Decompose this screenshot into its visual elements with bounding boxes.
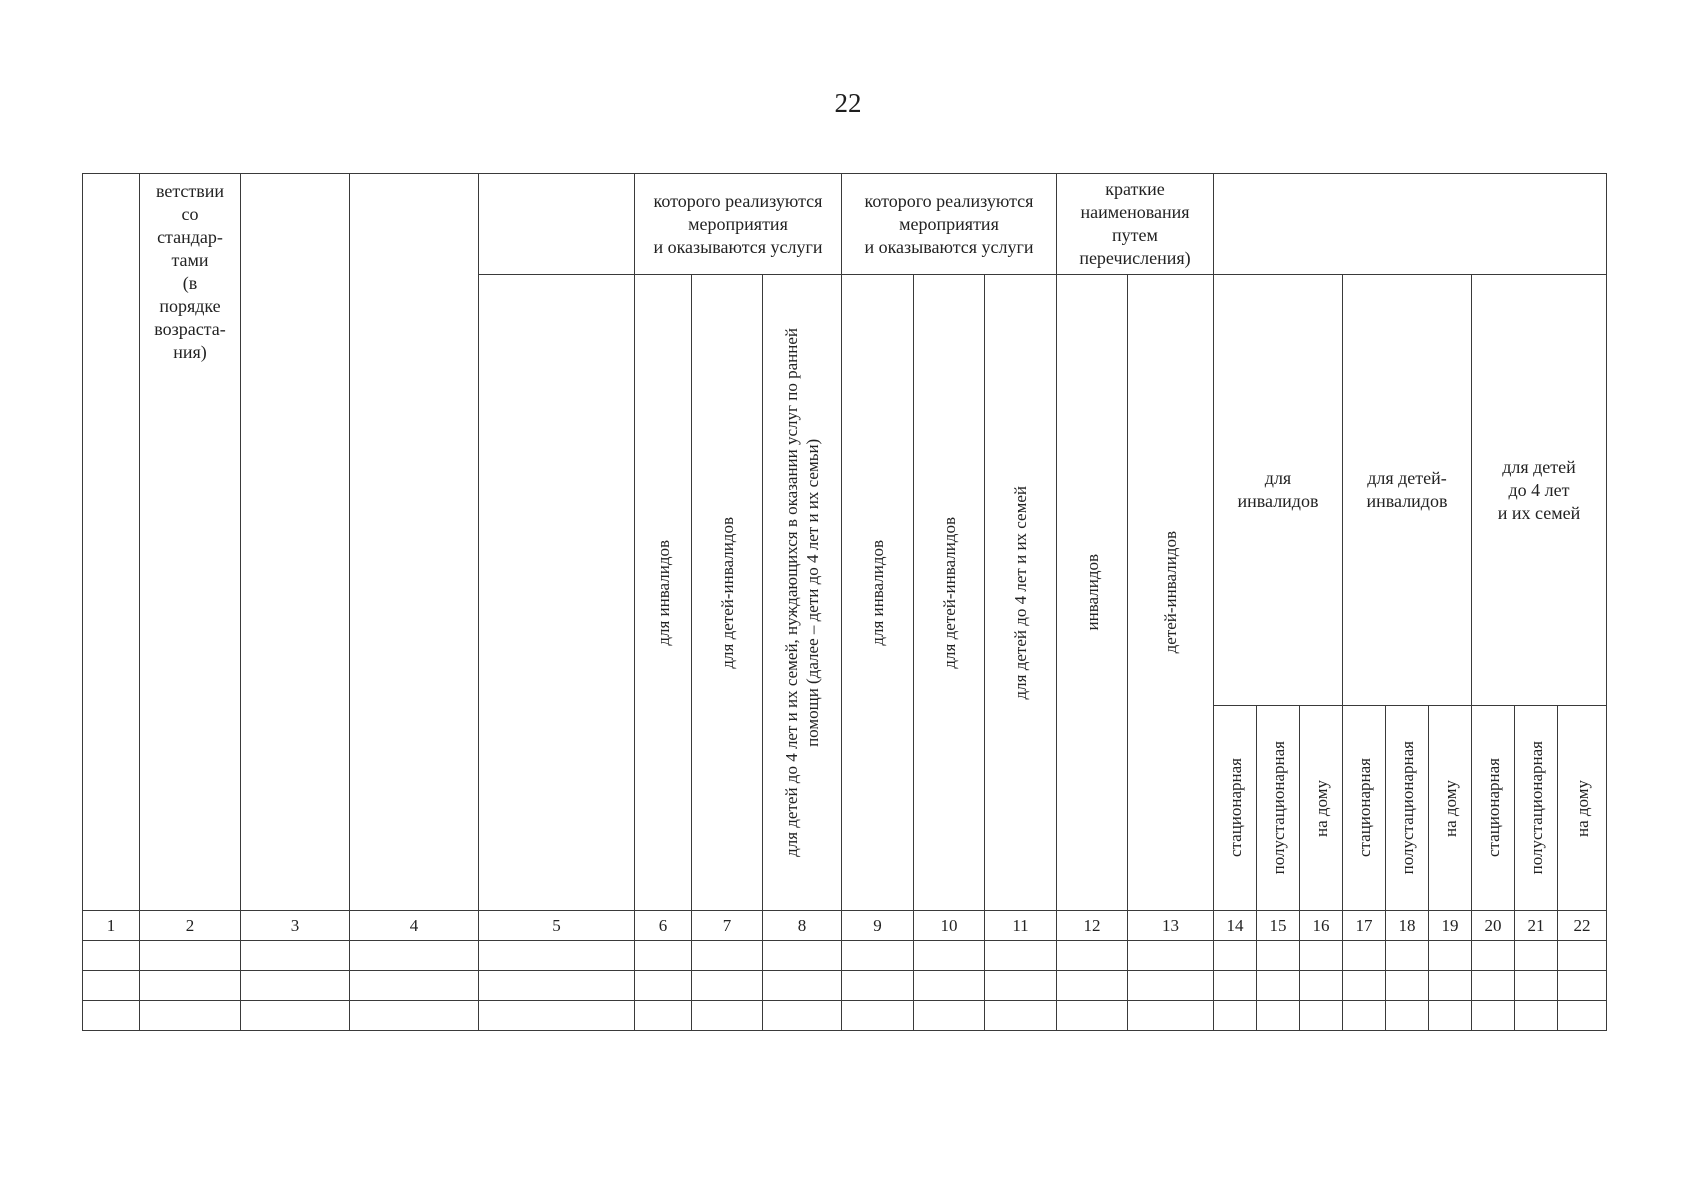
subheader-c11: для детей до 4 лет и их семей: [1011, 485, 1030, 700]
header-group-9-11: которого реализуются мероприятия и оказываются услуги: [864, 190, 1034, 257]
subheader-c13: детей-инвалидов: [1161, 531, 1180, 654]
group-header-1: для инвалидов: [1237, 468, 1319, 511]
form-20: стационарная: [1483, 758, 1503, 858]
column-number: 8: [797, 916, 807, 935]
form-15: полустационарная: [1268, 741, 1288, 875]
column-number: 10: [940, 916, 958, 935]
column-number: 1: [106, 916, 116, 935]
form-21: полустационарная: [1526, 741, 1546, 875]
page-number: 22: [834, 88, 862, 118]
column-number: 20: [1484, 916, 1502, 935]
subheader-c12: инвалидов: [1082, 554, 1102, 631]
column-number: 21: [1527, 916, 1545, 935]
numbers-row-bottom: [82, 940, 1607, 941]
form-17: стационарная: [1354, 758, 1374, 858]
column-border: [240, 173, 241, 1030]
header-group-6-8: которого реализуются мероприятия и оказываются услуги: [653, 190, 823, 257]
column-number: 17: [1355, 916, 1373, 935]
column-number: 4: [409, 916, 419, 935]
column-number: 11: [1012, 916, 1029, 935]
form-22: на дому: [1572, 779, 1592, 837]
column-number: 6: [658, 916, 668, 935]
column-number: 16: [1312, 916, 1330, 935]
column-border: [1606, 173, 1607, 1030]
form-19: на дому: [1440, 779, 1460, 837]
column-border: [349, 173, 350, 1030]
column-border: [478, 173, 479, 1030]
column-number: 12: [1083, 916, 1101, 935]
column-number: 19: [1441, 916, 1459, 935]
column-border: [82, 173, 83, 1030]
group-header-3: для детей до 4 лет и их семей: [1497, 456, 1581, 523]
form-14: стационарная: [1225, 758, 1245, 858]
subheader-c7: для детей-инвалидов: [717, 516, 737, 669]
subheader-c10: для детей-инвалидов: [939, 516, 959, 669]
header-group-12-13: краткие наименования путем перечисления): [1079, 179, 1191, 268]
table-border-bottom: [82, 1030, 1607, 1031]
column-number: 22: [1573, 916, 1591, 935]
column-number: 3: [290, 916, 300, 935]
column-number: 18: [1398, 916, 1416, 935]
column-number: 14: [1226, 916, 1244, 935]
header-col2: ветствии со стандар- тами (в порядке возраста- ния): [154, 181, 226, 362]
column-number: 2: [185, 916, 195, 935]
table-border-top: [82, 173, 1607, 174]
subheader-c6: для инвалидов: [653, 539, 673, 646]
data-row-line: [82, 1000, 1607, 1001]
group-header-2: для детей- инвалидов: [1366, 468, 1448, 511]
subheader-c8: для детей до 4 лет и их семей, нуждающихся в оказании услуг по ранней помощи (далее – дети до 4 лет и их семьи): [782, 328, 822, 857]
data-row-line: [82, 970, 1607, 971]
column-number: 5: [552, 916, 561, 935]
column-number: 7: [722, 916, 732, 935]
column-number: 13: [1162, 916, 1179, 935]
subheader-c9: для инвалидов: [868, 539, 887, 646]
column-number: 9: [873, 916, 882, 935]
form-18: полустационарная: [1397, 741, 1417, 875]
form-16: на дому: [1311, 779, 1331, 837]
column-number: 15: [1269, 916, 1287, 935]
